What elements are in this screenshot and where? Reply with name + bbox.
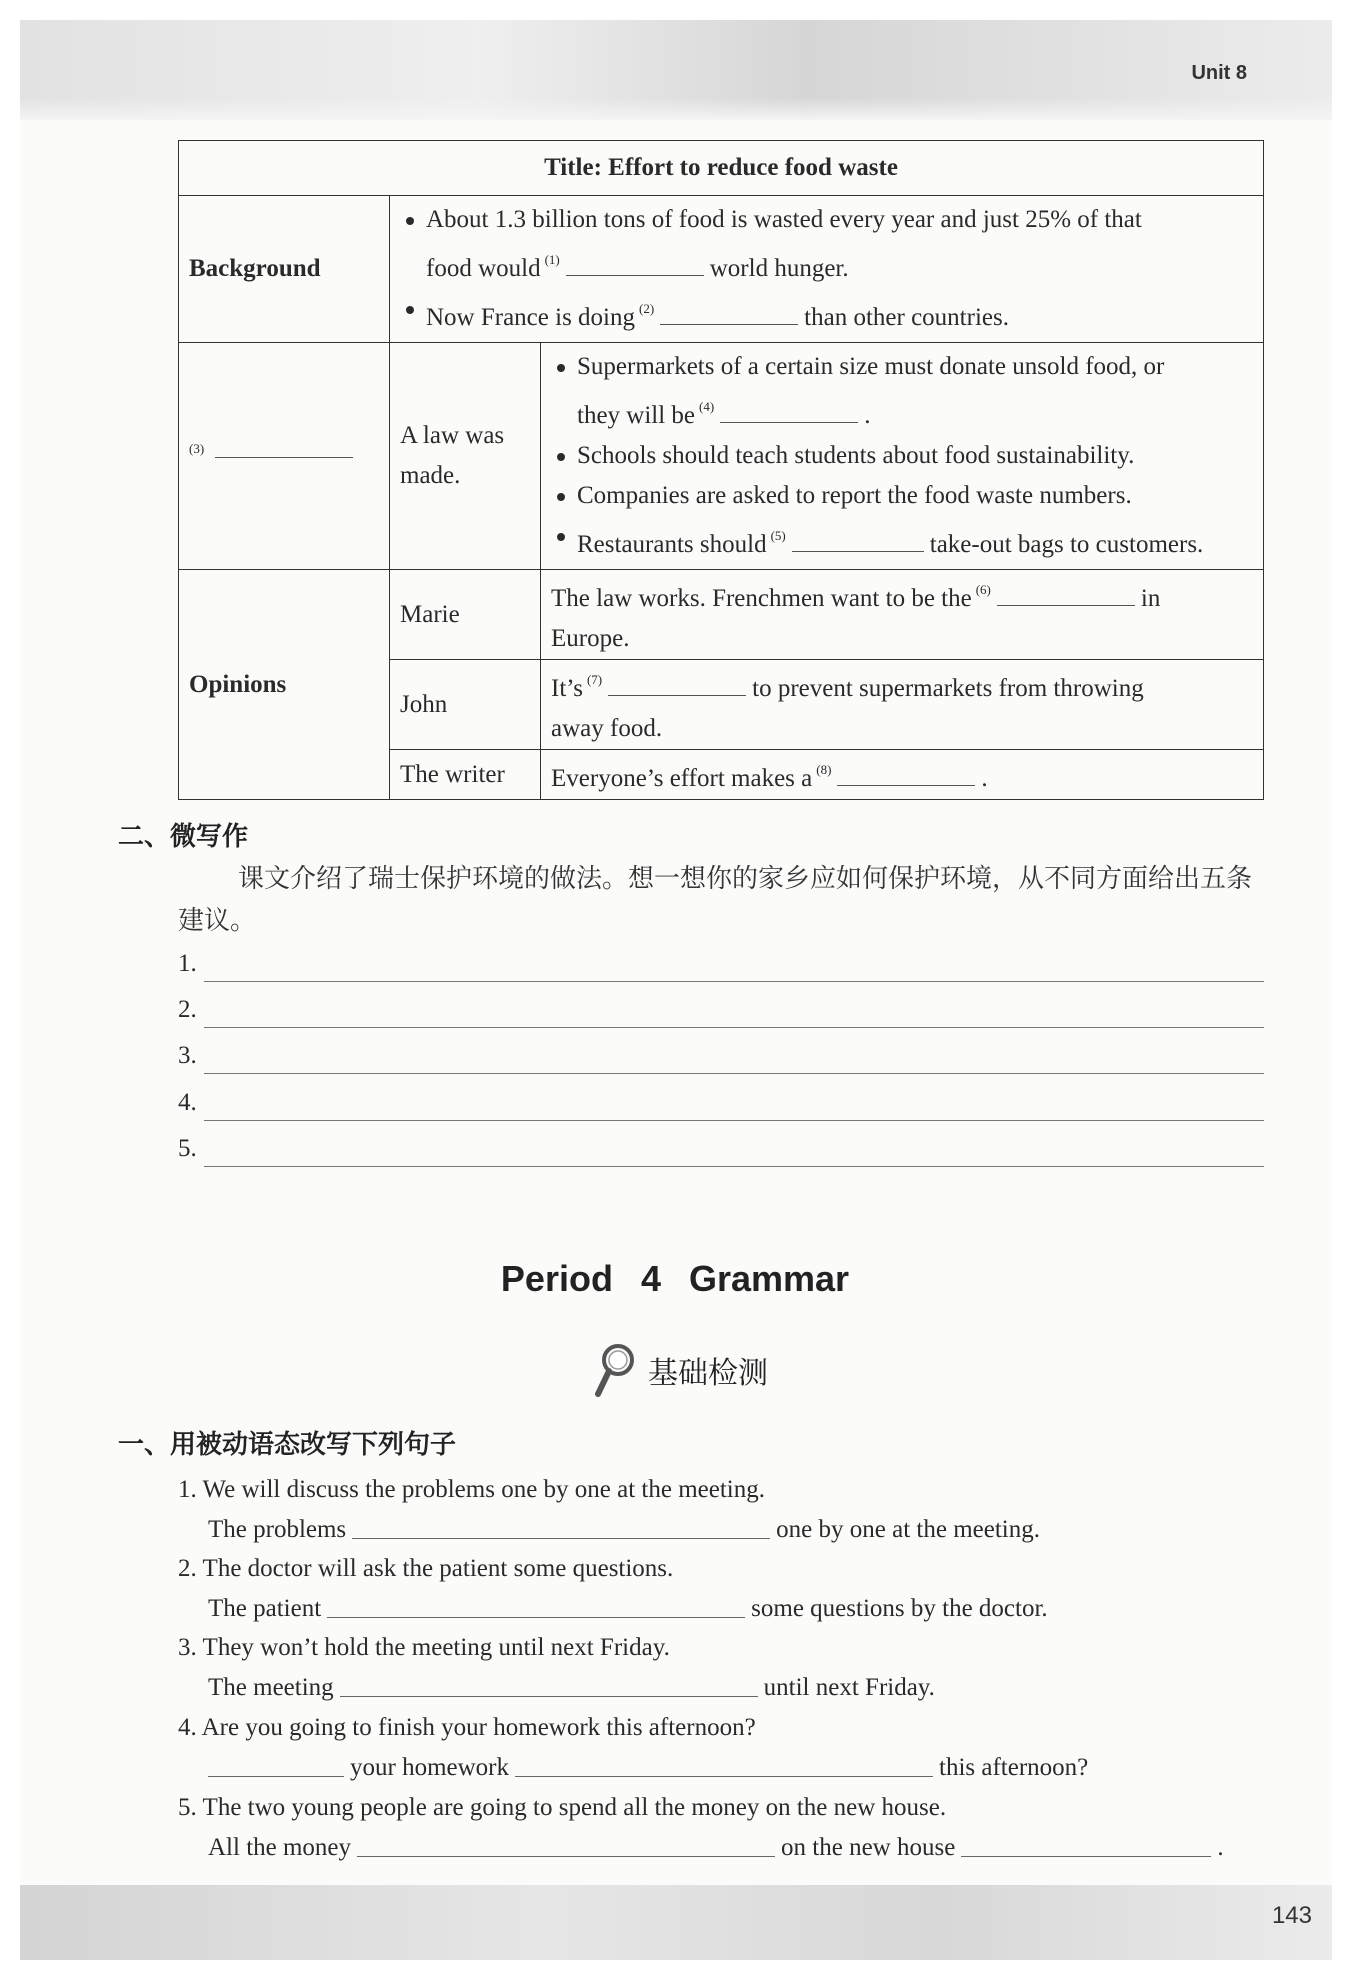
background-cell — [390, 196, 1264, 343]
answer-blank[interactable] — [515, 1748, 933, 1777]
section-heading-micro-writing: 二、微写作 — [118, 822, 249, 852]
opinion-writer-cell: Everyone’s effort makes a $^{(8)}$ . — [541, 750, 1264, 800]
law-made-cell: A law was made. — [390, 343, 541, 570]
opinion-marie-cell: The law works. Frenchmen want to be the $^{(6)}$ in Europe. — [541, 570, 1264, 660]
list-item: Now France is doing $^{(2)}$ than other countries. — [400, 289, 1253, 338]
answer-blank[interactable] — [961, 1828, 1211, 1857]
opinion-name-john: John — [390, 660, 541, 750]
answer-line-3: The meeting until next Friday. — [208, 1668, 935, 1708]
answer-line-1: The problems one by one at the meeting. — [208, 1510, 1040, 1550]
answer-line-2: The patient some questions by the doctor. — [208, 1589, 1048, 1629]
blank-8[interactable] — [837, 765, 975, 786]
question-2: 2. The doctor will ask the patient some questions. — [178, 1555, 674, 1582]
opinion-name-writer: The writer — [390, 750, 541, 800]
answer-blank[interactable] — [352, 1510, 770, 1539]
row-label-background: Background — [179, 196, 390, 343]
answer-blank[interactable] — [357, 1828, 775, 1857]
question-1: 1. We will discuss the problems one by one at the meeting. — [178, 1476, 765, 1503]
writing-line[interactable]: 3. — [178, 1038, 1264, 1078]
section-heading-passive-voice: 一、用被动语态改写下列句子 — [118, 1430, 457, 1460]
blank-6[interactable] — [997, 585, 1135, 606]
question-4: 4. Are you going to finish your homework this afternoon? — [178, 1714, 756, 1741]
row-label-opinions: Opinions — [179, 570, 390, 800]
basic-check-heading — [592, 1340, 768, 1400]
list-item: Restaurants should $^{(5)}$ take-out bags to customers. — [551, 516, 1253, 565]
basic-check-label: 基础检测 — [648, 1356, 768, 1391]
blank-7[interactable] — [608, 675, 746, 696]
answer-line-4: your homework this afternoon? — [208, 1748, 1088, 1788]
answer-blank[interactable] — [340, 1668, 758, 1697]
question-5: 5. The two young people are going to spend all the money on the new house. — [178, 1794, 947, 1821]
period-title: Period 4 Grammar — [500, 1258, 850, 1299]
writing-line[interactable]: 4. — [178, 1085, 1264, 1125]
blank-1[interactable] — [566, 255, 704, 276]
writing-line[interactable]: 1. — [178, 946, 1264, 986]
opinion-name-marie: Marie — [390, 570, 541, 660]
writing-line[interactable]: 2. — [178, 992, 1264, 1032]
blank-5[interactable] — [792, 531, 924, 552]
question-3: 3. They won’t hold the meeting until next Friday. — [178, 1634, 670, 1661]
answer-line-5: All the money on the new house . — [208, 1828, 1224, 1868]
micro-writing-prompt: 课文介绍了瑞士保护环境的做法。想一想你的家乡应如何保护环境，从不同方面给出五条建议。 — [178, 864, 1253, 936]
list-item: Supermarkets of a certain size must donate unsold food, or they will be $^{(4)}$ . — [551, 347, 1253, 436]
list-item: Schools should teach students about food sustainability. — [551, 436, 1253, 476]
answer-blank[interactable] — [327, 1589, 745, 1618]
list-item: About 1.3 billion tons of food is wasted every year and just 25% of that food would $^{(1)}$ world hunger. — [400, 200, 1253, 289]
writing-line[interactable]: 5. — [178, 1131, 1264, 1171]
footer-band — [20, 1885, 1332, 1960]
answer-blank[interactable] — [208, 1748, 344, 1777]
law-details-cell — [541, 343, 1264, 570]
table-title: Title: Effort to reduce food waste — [179, 141, 1264, 196]
list-item: Companies are asked to report the food waste numbers. — [551, 476, 1253, 516]
opinion-john-cell: It’s $^{(7)}$ to prevent supermarkets from throwing away food. — [541, 660, 1264, 750]
magnifier-icon — [592, 1340, 638, 1400]
summary-table — [178, 140, 1264, 800]
page-number: 143 — [1271, 1902, 1312, 1929]
row-label-blank-3: (3) — [179, 343, 390, 570]
blank-2[interactable] — [660, 304, 798, 325]
blank-3[interactable] — [215, 437, 353, 458]
unit-label: Unit 8 — [1191, 62, 1247, 84]
blank-4[interactable] — [720, 402, 858, 423]
header-band — [20, 20, 1332, 120]
